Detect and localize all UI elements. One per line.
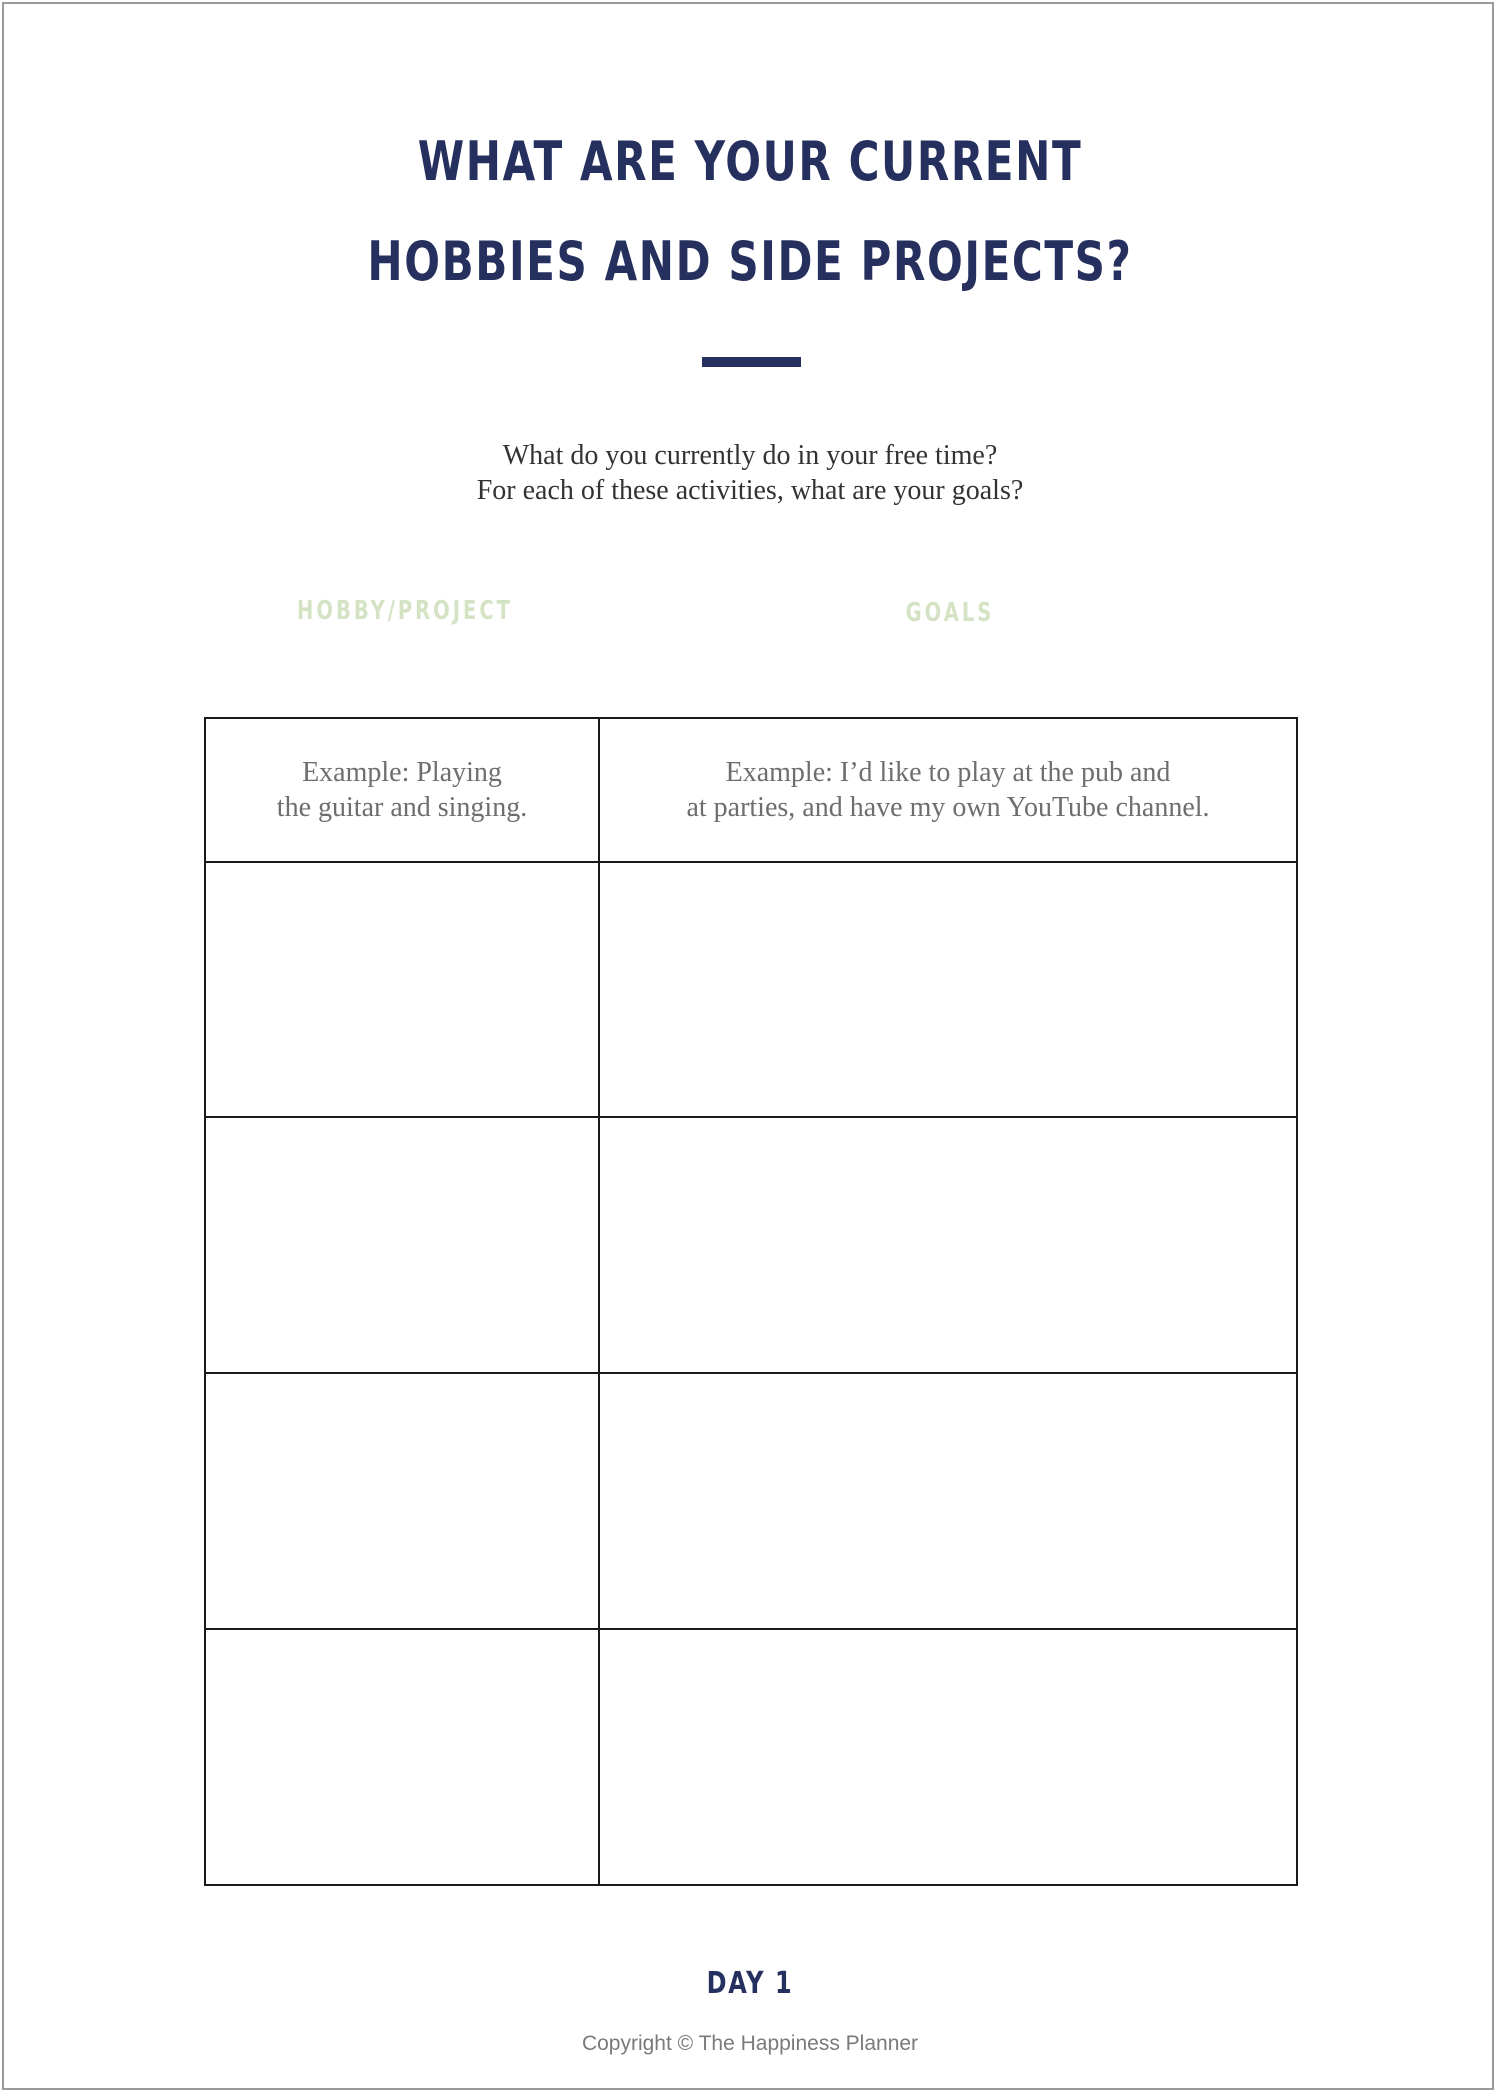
copyright-notice: Copyright © The Happiness Planner xyxy=(581,2032,919,2055)
hobbies-goals-table xyxy=(204,717,1298,1886)
hobby-cell xyxy=(206,719,600,861)
table-row-example xyxy=(206,719,1296,861)
example-hobby-line-2: the guitar and singing. xyxy=(276,792,528,823)
hobby-write-in-cell[interactable] xyxy=(206,1118,600,1374)
day-label: DAY 1 xyxy=(706,1966,794,2001)
goal-write-in-cell[interactable] xyxy=(600,1374,1296,1630)
page-title-line-2: HOBBIES AND SIDE PROJECTS? xyxy=(367,230,1133,293)
table-row xyxy=(206,1372,1296,1630)
column-heading-hobby: HOBBY/PROJECT xyxy=(297,596,513,626)
hobby-write-in-cell[interactable] xyxy=(206,1374,600,1630)
goal-cell xyxy=(600,719,1296,861)
example-goal-line-2: at parties, and have my own YouTube channel. xyxy=(686,792,1210,823)
table-row xyxy=(206,1116,1296,1374)
goal-write-in-cell[interactable] xyxy=(600,1118,1296,1374)
column-heading-goals: GOALS xyxy=(905,598,995,628)
goal-write-in-cell[interactable] xyxy=(600,863,1296,1118)
instructions-line-2: For each of these activities, what are your goals? xyxy=(476,475,1024,506)
hobby-write-in-cell[interactable] xyxy=(206,1630,600,1886)
example-goal-line-1: Example: I’d like to play at the pub and xyxy=(725,757,1171,788)
title-underline-divider xyxy=(702,357,801,367)
hobby-write-in-cell[interactable] xyxy=(206,863,600,1118)
instructions-line-1: What do you currently do in your free time? xyxy=(502,440,998,471)
page-title-line-1: WHAT ARE YOUR CURRENT xyxy=(417,130,1083,193)
table-row xyxy=(206,861,1296,1118)
goal-write-in-cell[interactable] xyxy=(600,1630,1296,1886)
example-hobby-line-1: Example: Playing xyxy=(302,757,502,788)
table-row xyxy=(206,1628,1296,1886)
